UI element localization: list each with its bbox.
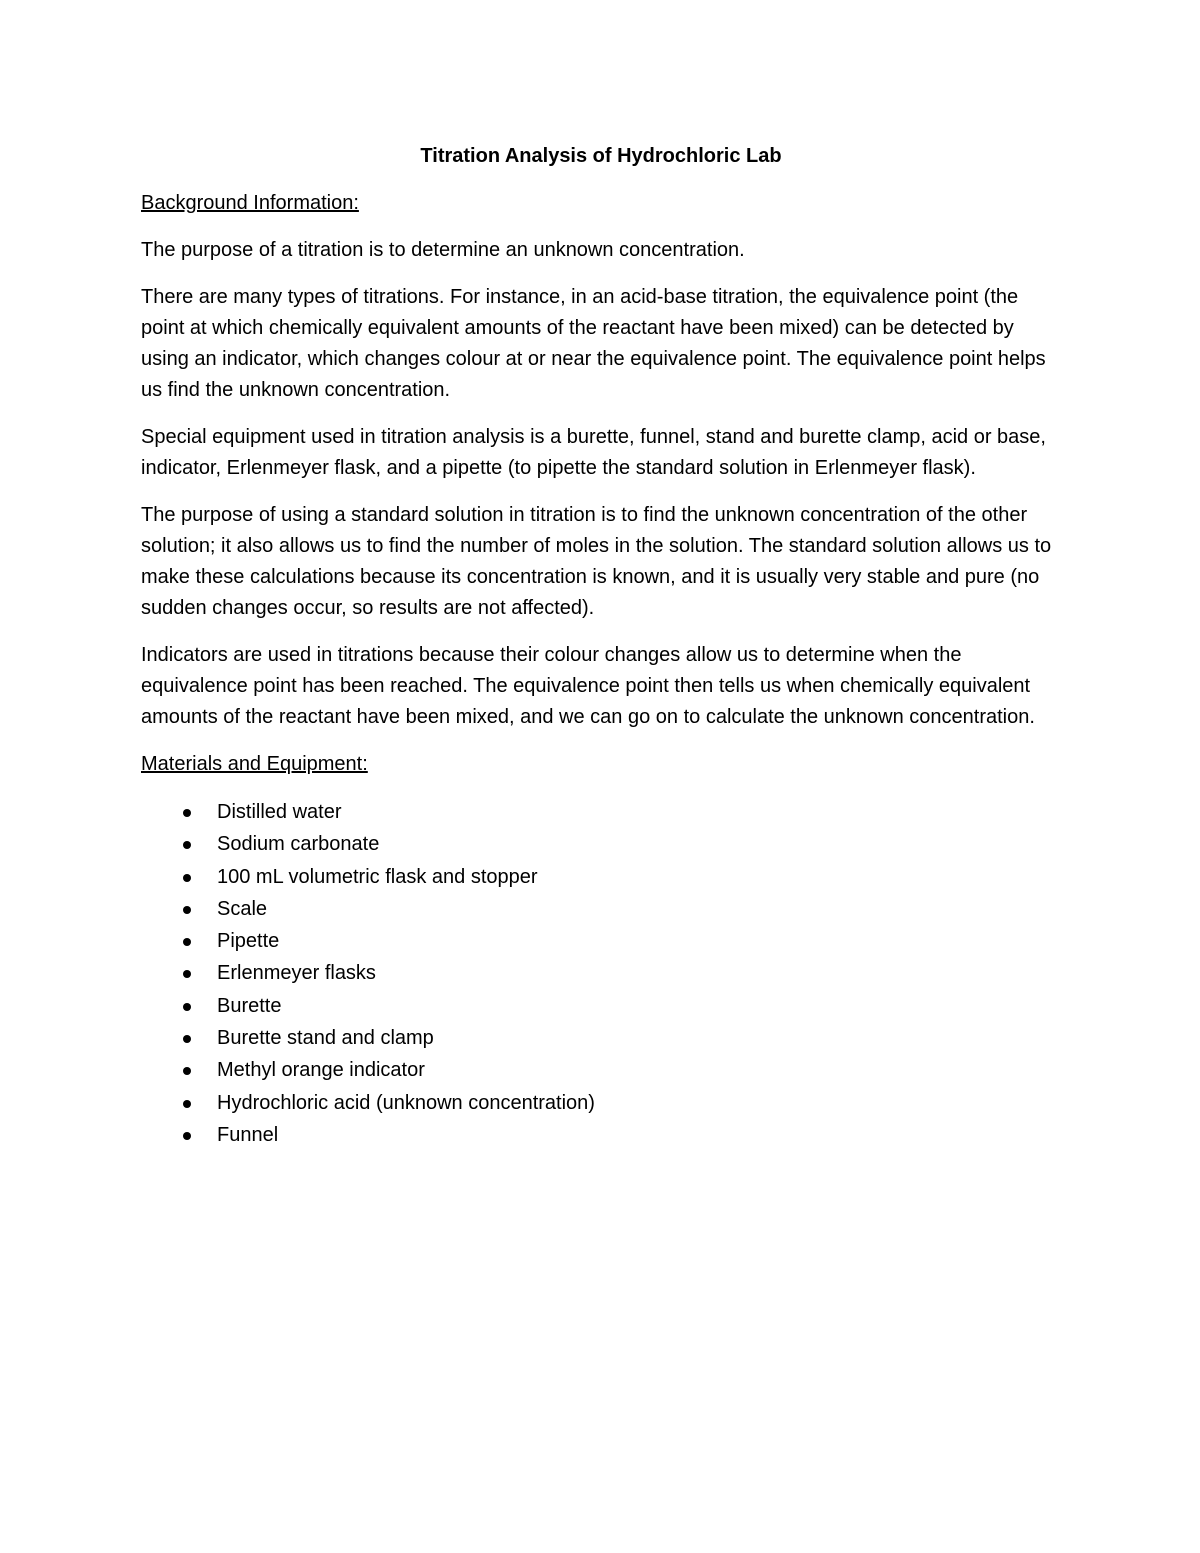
materials-heading: Materials and Equipment: [141, 753, 368, 775]
list-item [141, 1119, 1061, 1151]
materials-list [141, 796, 1061, 1151]
list-item-label: Hydrochloric acid (unknown concentration) [217, 1091, 595, 1114]
list-item-label: Funnel [217, 1123, 279, 1146]
list-item [141, 957, 1061, 989]
list-item [141, 1054, 1061, 1086]
bullet-icon [183, 1067, 191, 1075]
paragraph-indicators: Indicators are used in titrations because their colour changes allow us to determine when the equivalence point has been reached. The equivalence point then tells us when chemically equivalent amounts of the reactant have been mixed, and we can go on to calculate the unknown concentration. [141, 644, 1035, 728]
background-heading: Background Information: [141, 192, 359, 214]
list-item [141, 1022, 1061, 1054]
list-item-label: Distilled water [217, 801, 342, 823]
list-item [141, 861, 1061, 893]
bullet-icon [183, 1003, 191, 1011]
bullet-icon [183, 906, 191, 914]
list-item-label: Sodium carbonate [217, 833, 380, 856]
paragraph-types: There are many types of titrations. For instance, in an acid-base titration, the equivalence point (the point at which chemically equivalent amounts of the reactant have been mixed) can be detected by using an indicator, which changes colour at or near the equivalence point. The equivalence point helps us find the unknown concentration. [141, 286, 1046, 401]
list-item-label: Burette stand and clamp [217, 1027, 434, 1050]
bullet-icon [183, 1100, 191, 1108]
bullet-icon [183, 809, 191, 817]
bullet-icon [183, 841, 191, 849]
list-item [141, 1087, 1061, 1119]
bullet-icon [183, 1132, 191, 1140]
list-item-label: Burette [217, 994, 282, 1017]
list-item [141, 828, 1061, 860]
paragraph-standard-solution: The purpose of using a standard solution in titration is to find the unknown concentration of the other solution; it also allows us to find the number of moles in the solution. The standard solution allows us to make these calculations because its concentration is known, and it is usually very stable and pure (no sudden changes occur, so results are not affected). [141, 504, 1052, 619]
document-title: Titration Analysis of Hydrochloric Lab [420, 145, 782, 167]
list-item-label: Pipette [217, 930, 280, 953]
list-item-label: 100 mL volumetric flask and stopper [217, 865, 538, 888]
list-item [141, 796, 1061, 828]
document-content [141, 141, 1061, 1151]
bullet-icon [183, 970, 191, 978]
list-item-label: Methyl orange indicator [217, 1059, 425, 1082]
bullet-icon [183, 874, 191, 882]
list-item [141, 893, 1061, 925]
paragraph-purpose: The purpose of a titration is to determine an unknown concentration. [141, 239, 745, 261]
paragraph-equipment: Special equipment used in titration analysis is a burette, funnel, stand and burette clamp, acid or base, indicator, Erlenmeyer flask, and a pipette (to pipette the standard solution in Erlenmeyer flask). [141, 426, 1046, 479]
list-item-label: Scale [217, 897, 268, 920]
list-item-label: Erlenmeyer flasks [217, 962, 376, 985]
bullet-icon [183, 938, 191, 946]
list-item [141, 925, 1061, 957]
bullet-icon [183, 1035, 191, 1043]
list-item [141, 990, 1061, 1022]
